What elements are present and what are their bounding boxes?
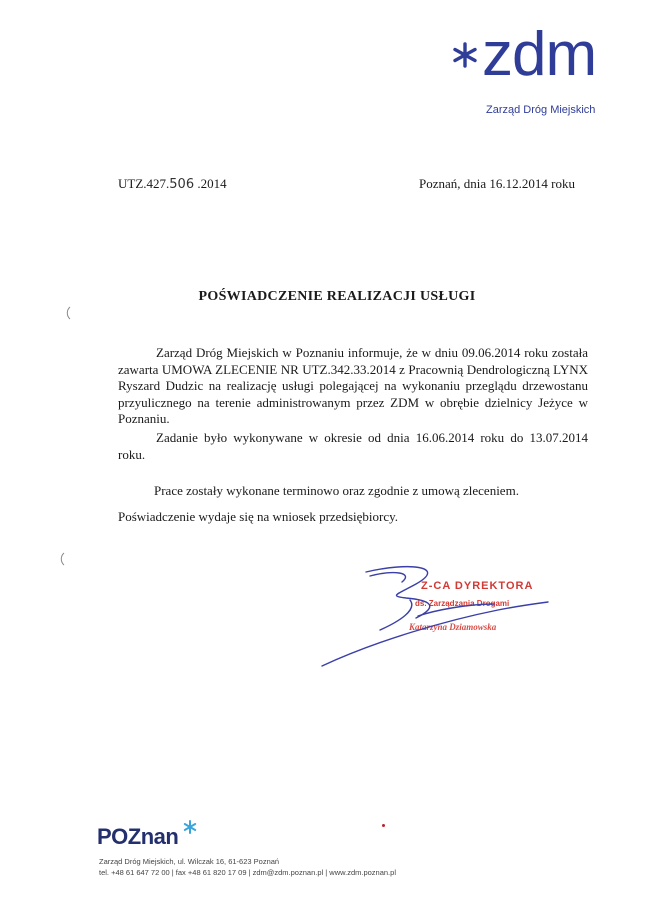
- body-paragraph-completion: Prace zostały wykonane terminowo oraz zgodnie z umową zleceniem.: [154, 483, 519, 498]
- reference-suffix: .2014: [197, 176, 227, 191]
- body-paragraph-contract: Zarząd Dróg Miejskich w Poznaniu informuje, że w dniu 09.06.2014 roku została zawarta UMOWA ZLECENIE NR UTZ.342.33.2014 z Pracownią Dendrologiczną LYNX Ryszard Dudzic na realizację usługi polegającej na wykonaniu przeglądu drzewostanu przyulicznego na terenie administrowanym przez ZDM w obrębie dzielnicy Jeżyce w Poznaniu.: [118, 345, 588, 426]
- asterisk-icon: [452, 42, 478, 68]
- reference-number: [118, 176, 227, 192]
- stamp-title: Z-CA DYREKTORA: [421, 580, 534, 592]
- reference-handwritten-number: 506: [169, 177, 195, 192]
- punch-hole-mark: [50, 550, 68, 568]
- body-paragraph-period: Zadanie było wykonywane w okresie od dnia 16.06.2014 roku do 13.07.2014 roku.: [118, 430, 588, 462]
- punch-hole-mark: [56, 304, 74, 322]
- poznan-logo-text: POZnan: [97, 824, 179, 849]
- reference-prefix: UTZ.427.: [118, 176, 170, 191]
- stamp-name: Katarzyna Dziamowska: [409, 622, 497, 632]
- poznan-logo: [97, 820, 217, 854]
- ink-dot: [382, 824, 385, 827]
- footer-address: Zarząd Dróg Miejskich, ul. Wilczak 16, 61-623 Poznań: [99, 857, 280, 866]
- document-title: POŚWIADCZENIE REALIZACJI USŁUGI: [198, 289, 476, 304]
- stamp-department: ds. Zarządzania Drogami: [415, 599, 510, 608]
- footer-contact: tel. +48 61 647 72 00 | fax +48 61 820 17 09 | zdm@zdm.poznan.pl | www.zdm.poznan.pl: [99, 868, 396, 877]
- zdm-logo: [446, 20, 636, 120]
- body-paragraph-request: Poświadczenie wydaje się na wniosek przedsiębiorcy.: [118, 509, 399, 524]
- zdm-logo-subtitle: Zarząd Dróg Miejskich: [486, 104, 596, 116]
- asterisk-icon: [183, 820, 197, 834]
- place-date: Poznań, dnia 16.12.2014 roku: [419, 176, 575, 191]
- zdm-logo-text: zdm: [482, 20, 597, 89]
- handwritten-signature: [318, 560, 558, 670]
